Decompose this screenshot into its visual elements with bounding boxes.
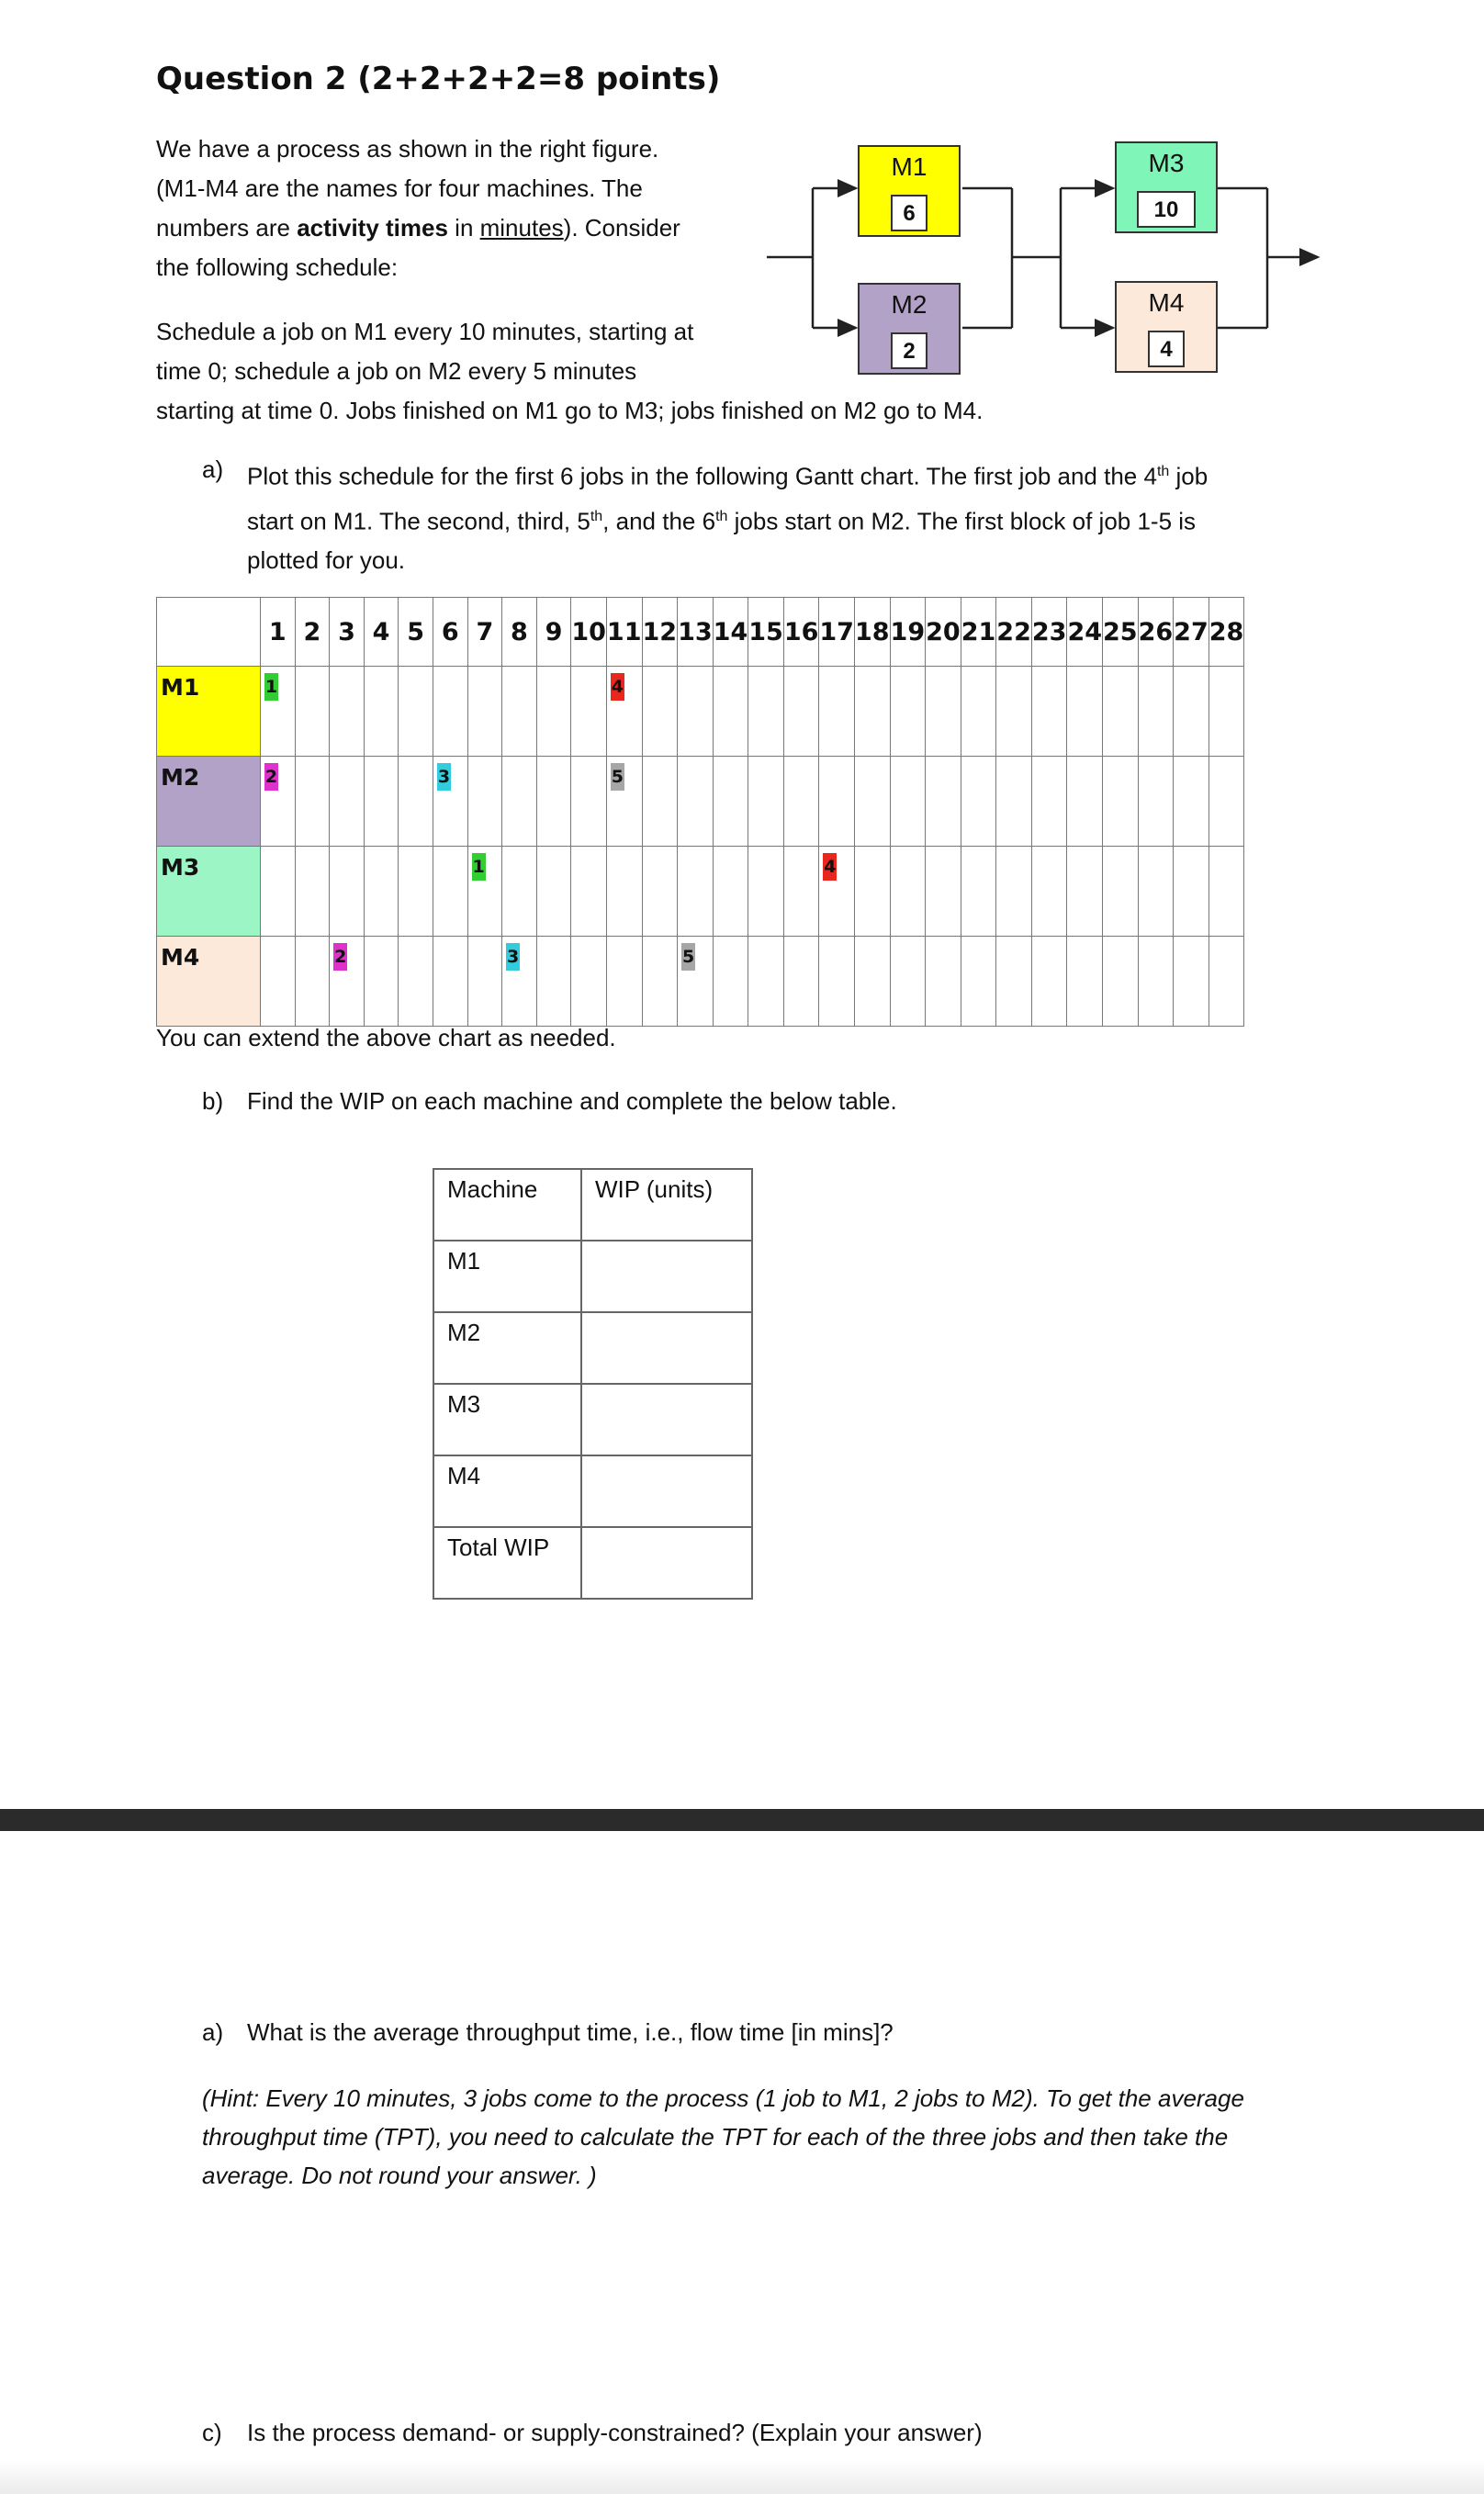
gantt-row-m4: [157, 937, 1244, 1027]
machine-m3-name: M3: [1148, 149, 1185, 177]
gantt-cell[interactable]: [996, 847, 1032, 937]
wip-table: [433, 1168, 753, 1600]
gantt-body: [157, 667, 1244, 1027]
gantt-cell[interactable]: [261, 937, 296, 1027]
gantt-cell[interactable]: [364, 757, 399, 847]
gantt-cell[interactable]: [1103, 937, 1139, 1027]
gantt-cell[interactable]: [1209, 667, 1244, 757]
gantt-cell[interactable]: [926, 847, 961, 937]
gantt-cell[interactable]: [1103, 847, 1139, 937]
machine-m1-name: M1: [891, 152, 928, 181]
gantt-cell[interactable]: [678, 937, 714, 1027]
gantt-tick-label: 12: [642, 598, 678, 667]
gantt-cell[interactable]: [502, 667, 537, 757]
intro-line-4: the following schedule:: [156, 253, 399, 281]
gantt-tick-label: 16: [783, 598, 819, 667]
gantt-cell[interactable]: [606, 667, 642, 757]
gantt-cell[interactable]: [642, 847, 678, 937]
gantt-cell[interactable]: [961, 757, 996, 847]
gantt-row-label: M3: [157, 847, 261, 937]
gantt-tick-label: 25: [1103, 598, 1139, 667]
gantt-corner-cell: [157, 598, 261, 667]
gantt-cell[interactable]: [502, 847, 537, 937]
gantt-cell[interactable]: [961, 847, 996, 937]
gantt-cell[interactable]: [819, 847, 855, 937]
gantt-tick-label: 5: [399, 598, 433, 667]
gantt-tick-label: 22: [996, 598, 1032, 667]
gantt-cell[interactable]: [399, 757, 433, 847]
gantt-cell[interactable]: [571, 937, 607, 1027]
gantt-cell[interactable]: [1031, 847, 1067, 937]
gantt-cell[interactable]: [1138, 667, 1174, 757]
superscript: th: [715, 508, 728, 524]
intro-text: ). Consider: [563, 214, 680, 242]
machine-m3-time: 10: [1137, 191, 1196, 228]
gantt-cell[interactable]: [1103, 667, 1139, 757]
gantt-cell[interactable]: [890, 937, 926, 1027]
gantt-cell[interactable]: [748, 667, 784, 757]
gantt-cell[interactable]: [783, 757, 819, 847]
part-c-text: Is the process demand- or supply-constrained? (Explain your answer): [247, 2419, 983, 2446]
gantt-cell[interactable]: [926, 757, 961, 847]
gantt-cell[interactable]: [295, 847, 330, 937]
gantt-cell[interactable]: [330, 937, 365, 1027]
gantt-cell[interactable]: [1138, 757, 1174, 847]
page-divider: [0, 1809, 1484, 1831]
gantt-cell[interactable]: [536, 757, 571, 847]
part-a-text-span: jobs start on M2. The first block of job 1-5 is: [727, 507, 1197, 535]
gantt-cell[interactable]: [642, 937, 678, 1027]
gantt-tick-label: 10: [571, 598, 607, 667]
gantt-cell[interactable]: [571, 847, 607, 937]
gantt-cell[interactable]: [295, 667, 330, 757]
intro-text: in: [447, 214, 480, 242]
wip-header-units: WIP (units): [581, 1169, 752, 1241]
process-diagram: [753, 129, 1322, 386]
intro-paragraph: [156, 129, 680, 287]
gantt-cell[interactable]: [748, 937, 784, 1027]
gantt-cell[interactable]: [536, 667, 571, 757]
gantt-cell[interactable]: [536, 937, 571, 1027]
wip-header-row: [433, 1169, 752, 1241]
gantt-cell[interactable]: [295, 937, 330, 1027]
gantt-cell[interactable]: [783, 937, 819, 1027]
gantt-tick-label: 6: [433, 598, 467, 667]
gantt-tick-label: 3: [330, 598, 365, 667]
gantt-cell[interactable]: [854, 847, 890, 937]
gantt-cell[interactable]: [783, 847, 819, 937]
part-c-label: c): [202, 2419, 222, 2446]
gantt-job-block: 1: [264, 673, 278, 701]
schedule-line-3: starting at time 0. Jobs finished on M1 go to M3; jobs finished on M2 go to M4.: [156, 397, 984, 424]
gantt-cell[interactable]: [399, 847, 433, 937]
machine-m4-box: [1115, 281, 1218, 373]
wip-value-cell[interactable]: [581, 1527, 752, 1599]
gantt-tick-label: 14: [713, 598, 748, 667]
gantt-tick-label: 1: [261, 598, 296, 667]
intro-line-3: [156, 208, 680, 248]
part-a-text-span: job: [1169, 462, 1209, 490]
gantt-job-block: 5: [681, 943, 695, 971]
gantt-cell[interactable]: [606, 757, 642, 847]
gantt-cell[interactable]: [678, 757, 714, 847]
gantt-tick-label: 19: [890, 598, 926, 667]
part-a-text-span: Plot this schedule for the first 6 jobs in the following Gantt chart. The first job and the 4: [247, 462, 1157, 490]
gantt-cell[interactable]: [467, 757, 502, 847]
gantt-cell[interactable]: [890, 757, 926, 847]
gantt-cell[interactable]: [819, 757, 855, 847]
gantt-cell[interactable]: [536, 847, 571, 937]
gantt-job-block: 1: [472, 853, 486, 881]
gantt-tick-label: 15: [748, 598, 784, 667]
gantt-cell[interactable]: [467, 937, 502, 1027]
gantt-tick-label: 9: [536, 598, 571, 667]
intro-text: numbers are: [156, 214, 298, 242]
hint-line-2: throughput time (TPT), you need to calculate the TPT for each of the three jobs and then take the: [202, 2123, 1229, 2151]
part-b-text: Find the WIP on each machine and complete the below table.: [247, 1087, 897, 1115]
gantt-row-label: M4: [157, 937, 261, 1027]
gantt-cell[interactable]: [642, 757, 678, 847]
machine-m2-box: [858, 283, 961, 375]
gantt-cell[interactable]: [748, 757, 784, 847]
wip-table-body: [433, 1169, 752, 1599]
gantt-tick-label: 20: [926, 598, 961, 667]
gantt-row-m1: [157, 667, 1244, 757]
gantt-cell[interactable]: [642, 667, 678, 757]
wip-row: [433, 1312, 752, 1384]
process-flow-lines: [753, 129, 1322, 386]
gantt-cell[interactable]: [433, 937, 467, 1027]
gantt-chart: [156, 597, 1244, 1027]
part-a-text-span: , and the 6: [602, 507, 716, 535]
machine-m2-name: M2: [891, 290, 928, 319]
wip-value-cell[interactable]: [581, 1241, 752, 1312]
gantt-cell[interactable]: [399, 667, 433, 757]
gantt-cell[interactable]: [996, 937, 1032, 1027]
gantt-cell[interactable]: [433, 757, 467, 847]
superscript: th: [590, 508, 603, 524]
gantt-cell[interactable]: [364, 937, 399, 1027]
gantt-cell[interactable]: [1031, 667, 1067, 757]
gantt-cell[interactable]: [996, 667, 1032, 757]
part-a-text-span: start on M1. The second, third, 5: [247, 507, 590, 535]
gantt-tick-label: 23: [1031, 598, 1067, 667]
gantt-tick-label: 27: [1174, 598, 1209, 667]
gantt-cell[interactable]: [961, 667, 996, 757]
schedule-line-2: time 0; schedule a job on M2 every 5 minutes: [156, 357, 637, 385]
wip-machine-cell: M2: [433, 1312, 581, 1384]
gantt-row-m2: [157, 757, 1244, 847]
wip-row: [433, 1241, 752, 1312]
part-a-line-1: [247, 452, 1208, 497]
gantt-cell[interactable]: [261, 847, 296, 937]
gantt-cell[interactable]: [748, 847, 784, 937]
wip-row: [433, 1384, 752, 1455]
gantt-cell[interactable]: [467, 847, 502, 937]
page-bottom-shadow: [0, 2461, 1484, 2494]
gantt-cell[interactable]: [1067, 667, 1103, 757]
gantt-cell[interactable]: [1067, 847, 1103, 937]
gantt-cell[interactable]: [819, 937, 855, 1027]
part-b-label: b): [202, 1087, 224, 1115]
gantt-cell[interactable]: [678, 667, 714, 757]
gantt-tick-label: 11: [606, 598, 642, 667]
gantt-cell[interactable]: [502, 757, 537, 847]
gantt-cell[interactable]: [854, 937, 890, 1027]
wip-value-cell[interactable]: [581, 1384, 752, 1455]
gantt-tick-label: 8: [502, 598, 537, 667]
gantt-cell[interactable]: [890, 667, 926, 757]
gantt-tick-label: 21: [961, 598, 996, 667]
wip-machine-cell: M4: [433, 1455, 581, 1527]
gantt-tick-label: 7: [467, 598, 502, 667]
gantt-cell[interactable]: [1174, 667, 1209, 757]
gantt-cell[interactable]: [1174, 757, 1209, 847]
gantt-cell[interactable]: [713, 847, 748, 937]
gantt-cell[interactable]: [1138, 937, 1174, 1027]
gantt-cell[interactable]: [1031, 937, 1067, 1027]
wip-machine-cell: M1: [433, 1241, 581, 1312]
gantt-cell[interactable]: [330, 847, 365, 937]
part-a-line-2: [247, 497, 1208, 542]
machine-m1-time: 6: [891, 195, 928, 231]
gantt-job-block: 4: [823, 853, 837, 881]
gantt-cell[interactable]: [1067, 757, 1103, 847]
gantt-row-label: M1: [157, 667, 261, 757]
machine-m3-box: [1115, 141, 1218, 233]
gantt-row-m3: [157, 847, 1244, 937]
part-a-line-3: plotted for you.: [247, 546, 405, 575]
wip-header-machine: Machine: [433, 1169, 581, 1241]
gantt-job-block: 3: [437, 763, 451, 791]
gantt-cell[interactable]: [819, 667, 855, 757]
gantt-cell[interactable]: [261, 667, 296, 757]
intro-bold: activity times: [297, 214, 448, 242]
hint-line-1: (Hint: Every 10 minutes, 3 jobs come to the process (1 job to M1, 2 jobs to M2). To get the average: [202, 2084, 1244, 2112]
gantt-cell[interactable]: [399, 937, 433, 1027]
gantt-cell[interactable]: [433, 667, 467, 757]
gantt-cell[interactable]: [854, 667, 890, 757]
machine-m1-box: [858, 145, 961, 237]
gantt-cell[interactable]: [571, 667, 607, 757]
gantt-cell[interactable]: [713, 757, 748, 847]
gantt-job-block: 3: [506, 943, 520, 971]
gantt-cell[interactable]: [330, 757, 365, 847]
gantt-row-label: M2: [157, 757, 261, 847]
gantt-job-block: 2: [333, 943, 347, 971]
superscript: th: [1156, 464, 1170, 479]
gantt-tick-label: 18: [854, 598, 890, 667]
wip-machine-cell: Total WIP: [433, 1527, 581, 1599]
wip-row: [433, 1455, 752, 1527]
gantt-cell[interactable]: [926, 937, 961, 1027]
gantt-job-block: 5: [611, 763, 624, 791]
gantt-cell[interactable]: [571, 757, 607, 847]
gantt-header-row: [157, 598, 1244, 667]
gantt-tick-label: 13: [678, 598, 714, 667]
wip-row: [433, 1527, 752, 1599]
gantt-cell[interactable]: [433, 847, 467, 937]
wip-machine-cell: M3: [433, 1384, 581, 1455]
part-a-text: [247, 452, 1208, 580]
gantt-cell[interactable]: [467, 667, 502, 757]
machine-m4-name: M4: [1148, 288, 1185, 317]
gantt-cell[interactable]: [1209, 757, 1244, 847]
gantt-cell[interactable]: [606, 847, 642, 937]
machine-m4-time: 4: [1148, 331, 1185, 367]
gantt-job-block: 2: [264, 763, 278, 791]
gantt-cell[interactable]: [1103, 757, 1139, 847]
gantt-tick-label: 2: [295, 598, 330, 667]
gantt-cell[interactable]: [261, 757, 296, 847]
gantt-tick-label: 17: [819, 598, 855, 667]
part-a2-hint: [202, 2079, 1244, 2195]
gantt-cell[interactable]: [713, 667, 748, 757]
gantt-cell[interactable]: [1067, 937, 1103, 1027]
wip-value-cell[interactable]: [581, 1455, 752, 1527]
gantt-cell[interactable]: [502, 937, 537, 1027]
gantt-cell[interactable]: [890, 847, 926, 937]
gantt-cell[interactable]: [606, 937, 642, 1027]
gantt-cell[interactable]: [1174, 847, 1209, 937]
gantt-cell[interactable]: [1209, 937, 1244, 1027]
gantt-cell[interactable]: [364, 847, 399, 937]
gantt-tick-label: 28: [1209, 598, 1244, 667]
machine-m2-time: 2: [891, 332, 928, 369]
gantt-cell[interactable]: [678, 847, 714, 937]
gantt-cell[interactable]: [1138, 847, 1174, 937]
gantt-cell[interactable]: [961, 937, 996, 1027]
gantt-tick-label: 4: [364, 598, 399, 667]
gantt-cell[interactable]: [926, 667, 961, 757]
gantt-cell[interactable]: [783, 667, 819, 757]
wip-value-cell[interactable]: [581, 1312, 752, 1384]
intro-line-1: We have a process as shown in the right figure.: [156, 135, 659, 163]
gantt-cell[interactable]: [1174, 937, 1209, 1027]
gantt-cell[interactable]: [364, 667, 399, 757]
part-a2-text: What is the average throughput time, i.e., flow time [in mins]?: [247, 2018, 894, 2046]
intro-line-2: (M1-M4 are the names for four machines. The: [156, 174, 643, 202]
gantt-tick-label: 24: [1067, 598, 1103, 667]
gantt-cell[interactable]: [1031, 757, 1067, 847]
intro-underline: minutes: [479, 214, 564, 242]
part-a2-label: a): [202, 2018, 224, 2046]
gantt-cell[interactable]: [996, 757, 1032, 847]
gantt-cell[interactable]: [330, 667, 365, 757]
gantt-job-block: 4: [611, 673, 624, 701]
gantt-tick-label: 26: [1138, 598, 1174, 667]
question-title: Question 2 (2+2+2+2=8 points): [156, 61, 721, 97]
gantt-cell[interactable]: [295, 757, 330, 847]
gantt-cell[interactable]: [854, 757, 890, 847]
gantt-cell[interactable]: [1209, 847, 1244, 937]
part-a-label: a): [202, 455, 224, 483]
extend-note: You can extend the above chart as needed.: [156, 1024, 616, 1051]
schedule-line-1: Schedule a job on M1 every 10 minutes, starting at: [156, 318, 694, 345]
hint-line-3: average. Do not round your answer. ): [202, 2162, 597, 2189]
gantt-cell[interactable]: [713, 937, 748, 1027]
